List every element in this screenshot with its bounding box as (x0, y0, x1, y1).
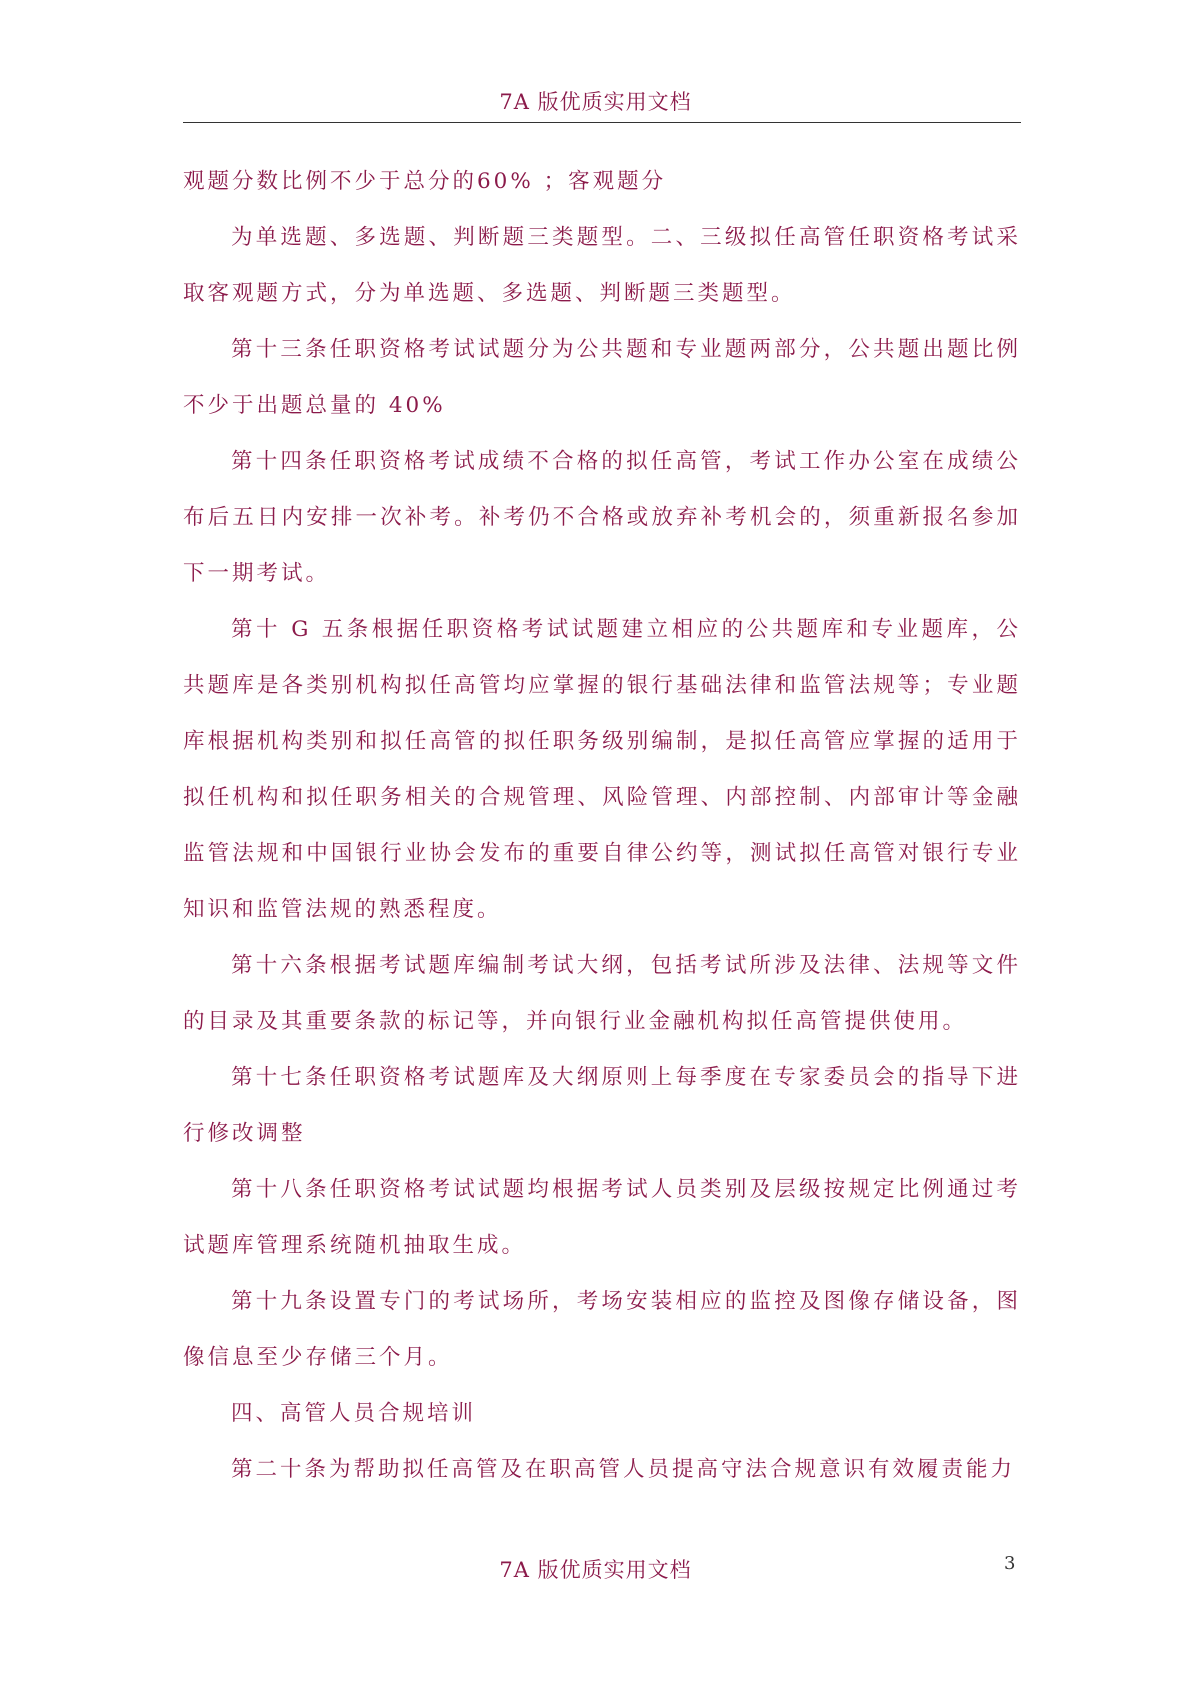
paragraph-question-types: 为单选题、多选题、判断题三类题型。二、三级拟任高管任职资格考试采取客观题方式，分为单选题、多选题、判断题三类题型。 (183, 225, 1021, 306)
paragraph-article-19: 第十九条设置专门的考试场所，考场安装相应的监控及图像存储设备，图像信息至少存储三个月。 (183, 1289, 1021, 1370)
paragraph-article-16: 第十六条根据考试题库编制考试大纲，包括考试所涉及法律、法规等文件的目录及其重要条款的标记等，并向银行业金融机构拟任高管提供使用。 (183, 953, 1021, 1034)
section-heading-compliance-training: 四、高管人员合规培训 (231, 1401, 477, 1426)
paragraph-article-17: 第十七条任职资格考试题库及大纲原则上每季度在专家委员会的指导下进行修改调整 (183, 1065, 1021, 1146)
document-body (183, 154, 1021, 1498)
page-number: 3 (1004, 1553, 1016, 1574)
footer-title: 7A 版优质实用文档 (499, 1558, 692, 1582)
paragraph-article-14: 第十四条任职资格考试成绩不合格的拟任高管，考试工作办公室在成绩公布后五日内安排一次补考。补考仍不合格或放弃补考机会的，须重新报名参加下一期考试。 (183, 449, 1021, 586)
header-divider (183, 122, 1021, 123)
paragraph-article-15: 第十 G 五条根据任职资格考试试题建立相应的公共题库和专业题库，公共题库是各类别机构拟任高管均应掌握的银行基础法律和监管法规等；专业题库根据机构类别和拟任高管的拟任职务级别编制，是拟任高管应掌握的适用于拟任机构和拟任职务相关的合规管理、风险管理、内部控制、内部审计等金融监管法规和中国银行业协会发布的重要自律公约等，测试拟任高管对银行专业知识和监管法规的熟悉程度。 (183, 617, 1021, 922)
paragraph-article-13: 第十三条任职资格考试试题分为公共题和专业题两部分，公共题出题比例不少于出题总量的 40% (183, 337, 1021, 418)
paragraph-article-18: 第十八条任职资格考试试题均根据考试人员类别及层级按规定比例通过考试题库管理系统随机抽取生成。 (183, 1177, 1021, 1258)
paragraph-continuation: 观题分数比例不少于总分的60% ；客观题分 (183, 169, 667, 194)
paragraph-article-20: 第二十条为帮助拟任高管及在职高管人员提高守法合规意识有效履责能力 (231, 1457, 1016, 1482)
header-title: 7A 版优质实用文档 (499, 90, 692, 114)
